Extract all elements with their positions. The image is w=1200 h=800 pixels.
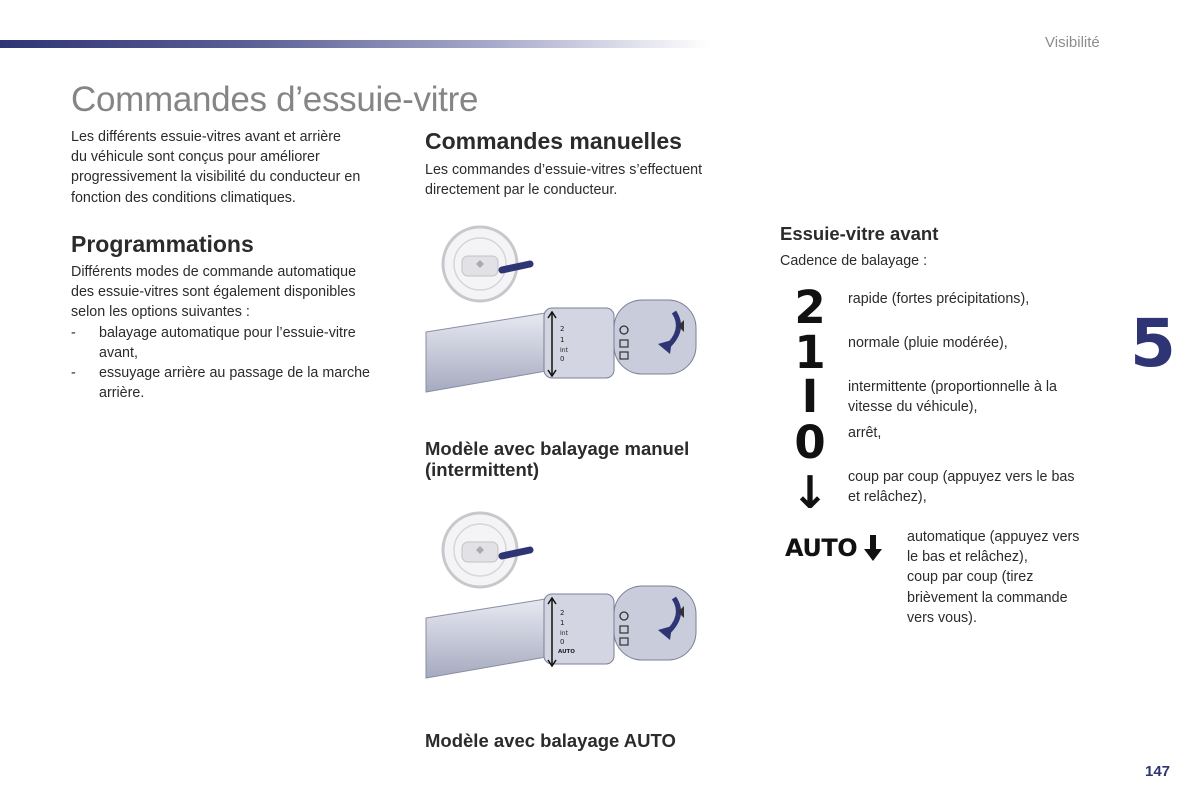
intro-line: Les différents essuie-vitres avant et arrière — [71, 129, 341, 145]
programmations-line: selon les options suivantes : — [71, 304, 250, 321]
mode-description: normale (pluie modérée), — [848, 335, 1008, 351]
mode-description-line: coup par coup (appuyez vers le bas — [848, 469, 1075, 485]
stalk-ring — [544, 308, 614, 378]
steering-wheel-icon — [443, 513, 517, 587]
mode-description-line: et relâchez), — [848, 489, 927, 506]
option-item — [71, 363, 401, 403]
manuelles-paragraph — [425, 160, 702, 200]
programmations-options — [71, 323, 401, 404]
programmations-line: des essuie-vitres sont également disponibles — [71, 284, 356, 301]
intro-line: du véhicule sont conçus pour améliorer — [71, 149, 320, 166]
intermittent-symbol: I — [801, 370, 819, 423]
auto-description-line: le bas et relâchez), — [907, 549, 1028, 566]
manuelles-line: directement par le conducteur. — [425, 182, 618, 199]
scale-label: AUTO — [558, 649, 575, 655]
intro-line: progressivement la visibilité du conducteur en — [71, 169, 361, 186]
option-line: balayage automatique pour l’essuie-vitre — [99, 324, 356, 341]
caption-line: Modèle avec balayage manuel — [425, 438, 690, 459]
manuelles-heading: Commandes manuelles — [425, 128, 682, 154]
programmations-paragraph — [71, 262, 401, 403]
option-item — [71, 323, 401, 363]
scale-label: Int — [560, 630, 568, 637]
chapter-number: 5 — [1130, 305, 1176, 382]
option-line: avant, — [99, 344, 138, 361]
programmations-heading: Programmations — [71, 231, 254, 257]
auto-symbol: AUTO — [785, 534, 858, 562]
stalk-tip — [614, 586, 696, 660]
auto-model-caption: Modèle avec balayage AUTO — [425, 730, 676, 751]
header-gradient-bar — [0, 40, 710, 48]
programmations-line: Différents modes de commande automatique — [71, 264, 357, 280]
mode-description-line: intermittente (proportionnelle à la — [848, 379, 1058, 395]
scale-label: 1 — [560, 336, 565, 344]
intro-line: fonction des conditions climatiques. — [71, 189, 296, 206]
mode-description: arrêt, — [848, 425, 882, 441]
mode-description — [848, 467, 1075, 507]
auto-description-line: automatique (appuyez vers — [907, 529, 1080, 545]
stalk-arm — [426, 598, 552, 678]
scale-label: 2 — [560, 325, 565, 333]
page-number: 147 — [1145, 763, 1171, 780]
auto-symbol-group — [785, 533, 884, 563]
option-dash: - — [71, 365, 76, 382]
cadence-subtitle: Cadence de balayage : — [780, 253, 928, 269]
stop-0-symbol: 0 — [794, 416, 826, 469]
wiper-stalk-manual-illustration — [424, 220, 704, 395]
auto-description-line: vers vous). — [907, 609, 977, 626]
stalk-arm — [426, 312, 552, 392]
mode-description-line: vitesse du véhicule), — [848, 399, 978, 416]
wiper-stalk-auto-illustration — [424, 506, 704, 681]
scale-label: 2 — [560, 609, 565, 617]
speed-2-symbol: 2 — [794, 281, 826, 334]
steering-wheel-icon — [443, 227, 517, 301]
intro-paragraph — [71, 127, 360, 208]
page-title: Commandes d’essuie-vitre — [71, 80, 479, 119]
down-arrow-icon: ↓ — [791, 466, 829, 519]
option-dash: - — [71, 324, 76, 341]
auto-down-arrow-icon — [862, 533, 884, 563]
auto-mode-description — [907, 527, 1079, 628]
manual-model-caption — [425, 438, 689, 480]
manuelles-line: Les commandes d’essuie-vitres s’effectuent — [425, 162, 703, 178]
scale-label: 0 — [560, 638, 565, 646]
speed-1-symbol: 1 — [794, 326, 826, 379]
essuie-vitre-avant-heading: Essuie-vitre avant — [780, 223, 939, 244]
auto-description-line: coup par coup (tirez — [907, 569, 1034, 586]
stalk-tip — [614, 300, 696, 374]
stalk-ring — [544, 594, 614, 664]
mode-description: rapide (fortes précipitations), — [848, 291, 1030, 307]
scale-label: 1 — [560, 619, 565, 627]
auto-description-line: brièvement la commande — [907, 589, 1068, 606]
mode-description — [848, 377, 1057, 417]
caption-line: (intermittent) — [425, 459, 540, 480]
option-line: essuyage arrière au passage de la marche — [99, 365, 371, 382]
section-label: Visibilité — [1045, 34, 1100, 51]
scale-label: 0 — [560, 355, 565, 363]
option-line: arrière. — [99, 385, 145, 402]
scale-label: Int — [560, 347, 568, 354]
